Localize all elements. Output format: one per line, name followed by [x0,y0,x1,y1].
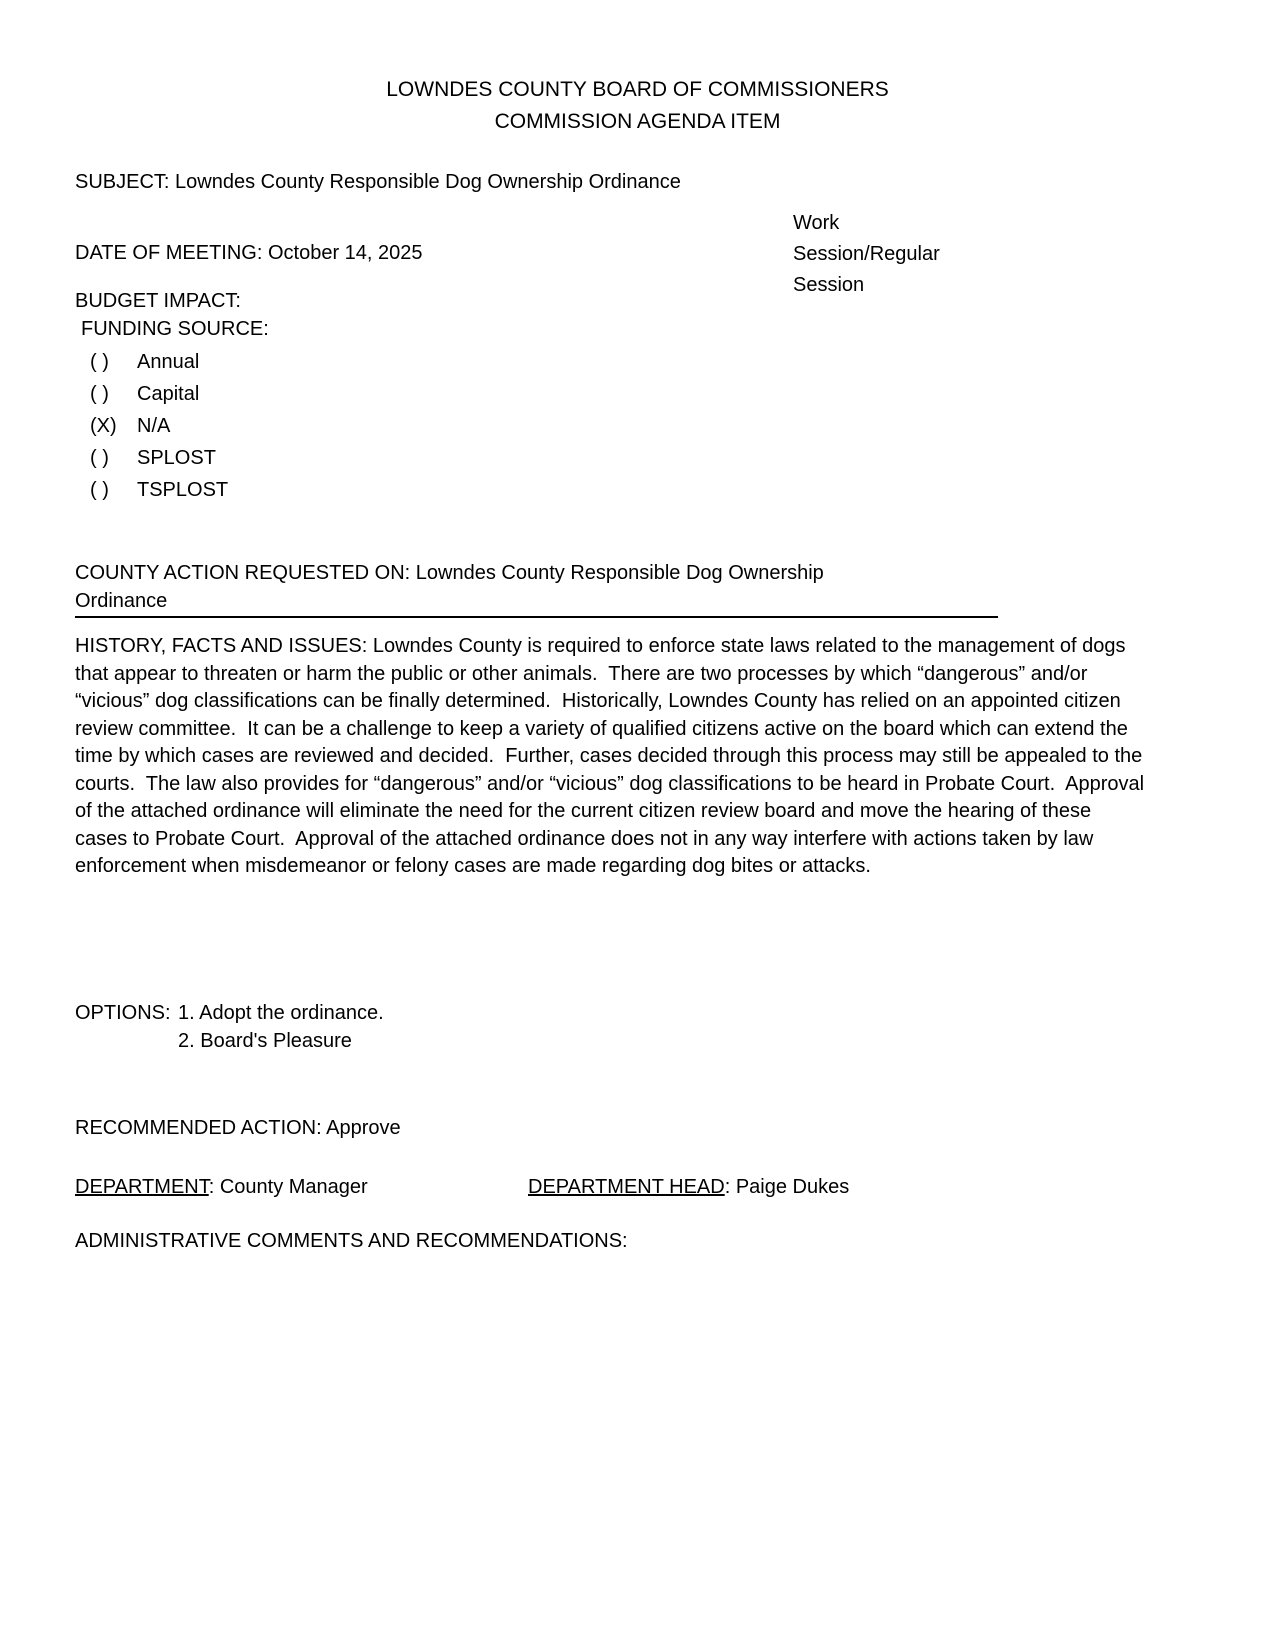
funding-option-label: Capital [137,383,200,405]
subject-line: SUBJECT: Lowndes County Responsible Dog Ownership Ordinance [75,171,681,193]
county-action-line: COUNTY ACTION REQUESTED ON: Lowndes County Responsible Dog Ownership Ordinance [75,562,824,612]
document-title-line2: COMMISSION AGENDA ITEM [494,110,781,133]
session-type-line2: Session/Regular [793,243,940,265]
options-item-2: 2. Board's Pleasure [178,1030,352,1052]
recommended-action-line: RECOMMENDED ACTION: Approve [75,1117,401,1139]
funding-option-label: Annual [137,351,200,373]
history-facts-issues-paragraph: HISTORY, FACTS AND ISSUES: Lowndes County is required to enforce state laws related to the management of dogs that appear to threaten or harm the public or other animals. There are two processes by which “dangerous” and/or “vicious” dog classifications can be finally determined. Historically, Lowndes County has relied on an appointed citizen review committee. It can be a challenge to keep a variety of qualified citizens active on the board which can extend the time by which cases are reviewed and decided. Further, cases decided through this process may still be appealed to the courts. The law also provides for “dangerous” and/or “vicious” dog classifications to be heard in Probate Court. Approval of the attached ordinance will eliminate the need for the current citizen review board and move the hearing of these cases to Probate Court. Approval of the attached ordinance does not in any way interfere with actions taken by law enforcement when misdemeanor or felony cases are made regarding dog bites or attacks. [75,635,1150,877]
department-head-line [528,1176,849,1199]
checkbox-na-checked: (X) [90,415,117,437]
funding-source-label: FUNDING SOURCE: [81,318,269,340]
options-item-1: 1. Adopt the ordinance. [178,1002,384,1024]
session-type-line1: Work [793,212,840,234]
date-of-meeting-line: DATE OF MEETING: October 14, 2025 [75,242,423,264]
department-line [75,1176,368,1199]
options-label: OPTIONS: [75,1002,171,1024]
horizontal-rule [75,616,998,618]
funding-option-tsplost [90,479,228,502]
document-title-line1: LOWNDES COUNTY BOARD OF COMMISSIONERS [386,78,889,101]
funding-option-label: N/A [137,415,171,437]
funding-option-label: SPLOST [137,447,216,469]
admin-comments-label: ADMINISTRATIVE COMMENTS AND RECOMMENDATIONS: [75,1230,628,1252]
funding-option-label: TSPLOST [137,479,229,501]
session-type-block [793,208,940,301]
session-type-line3: Session [793,274,865,296]
funding-option-splost [90,447,216,470]
funding-option-annual [90,351,199,374]
funding-option-na [90,415,170,438]
checkbox-splost: ( ) [90,447,109,469]
department-label: DEPARTMENT [75,1176,209,1198]
checkbox-annual: ( ) [90,351,109,373]
department-value: : County Manager [208,1176,368,1198]
department-head-label: DEPARTMENT HEAD [528,1176,725,1198]
department-head-value: : Paige Dukes [724,1176,850,1198]
checkbox-tsplost: ( ) [90,479,109,501]
budget-impact-label: BUDGET IMPACT: [75,290,241,312]
funding-option-capital [90,383,199,406]
checkbox-capital: ( ) [90,383,109,405]
